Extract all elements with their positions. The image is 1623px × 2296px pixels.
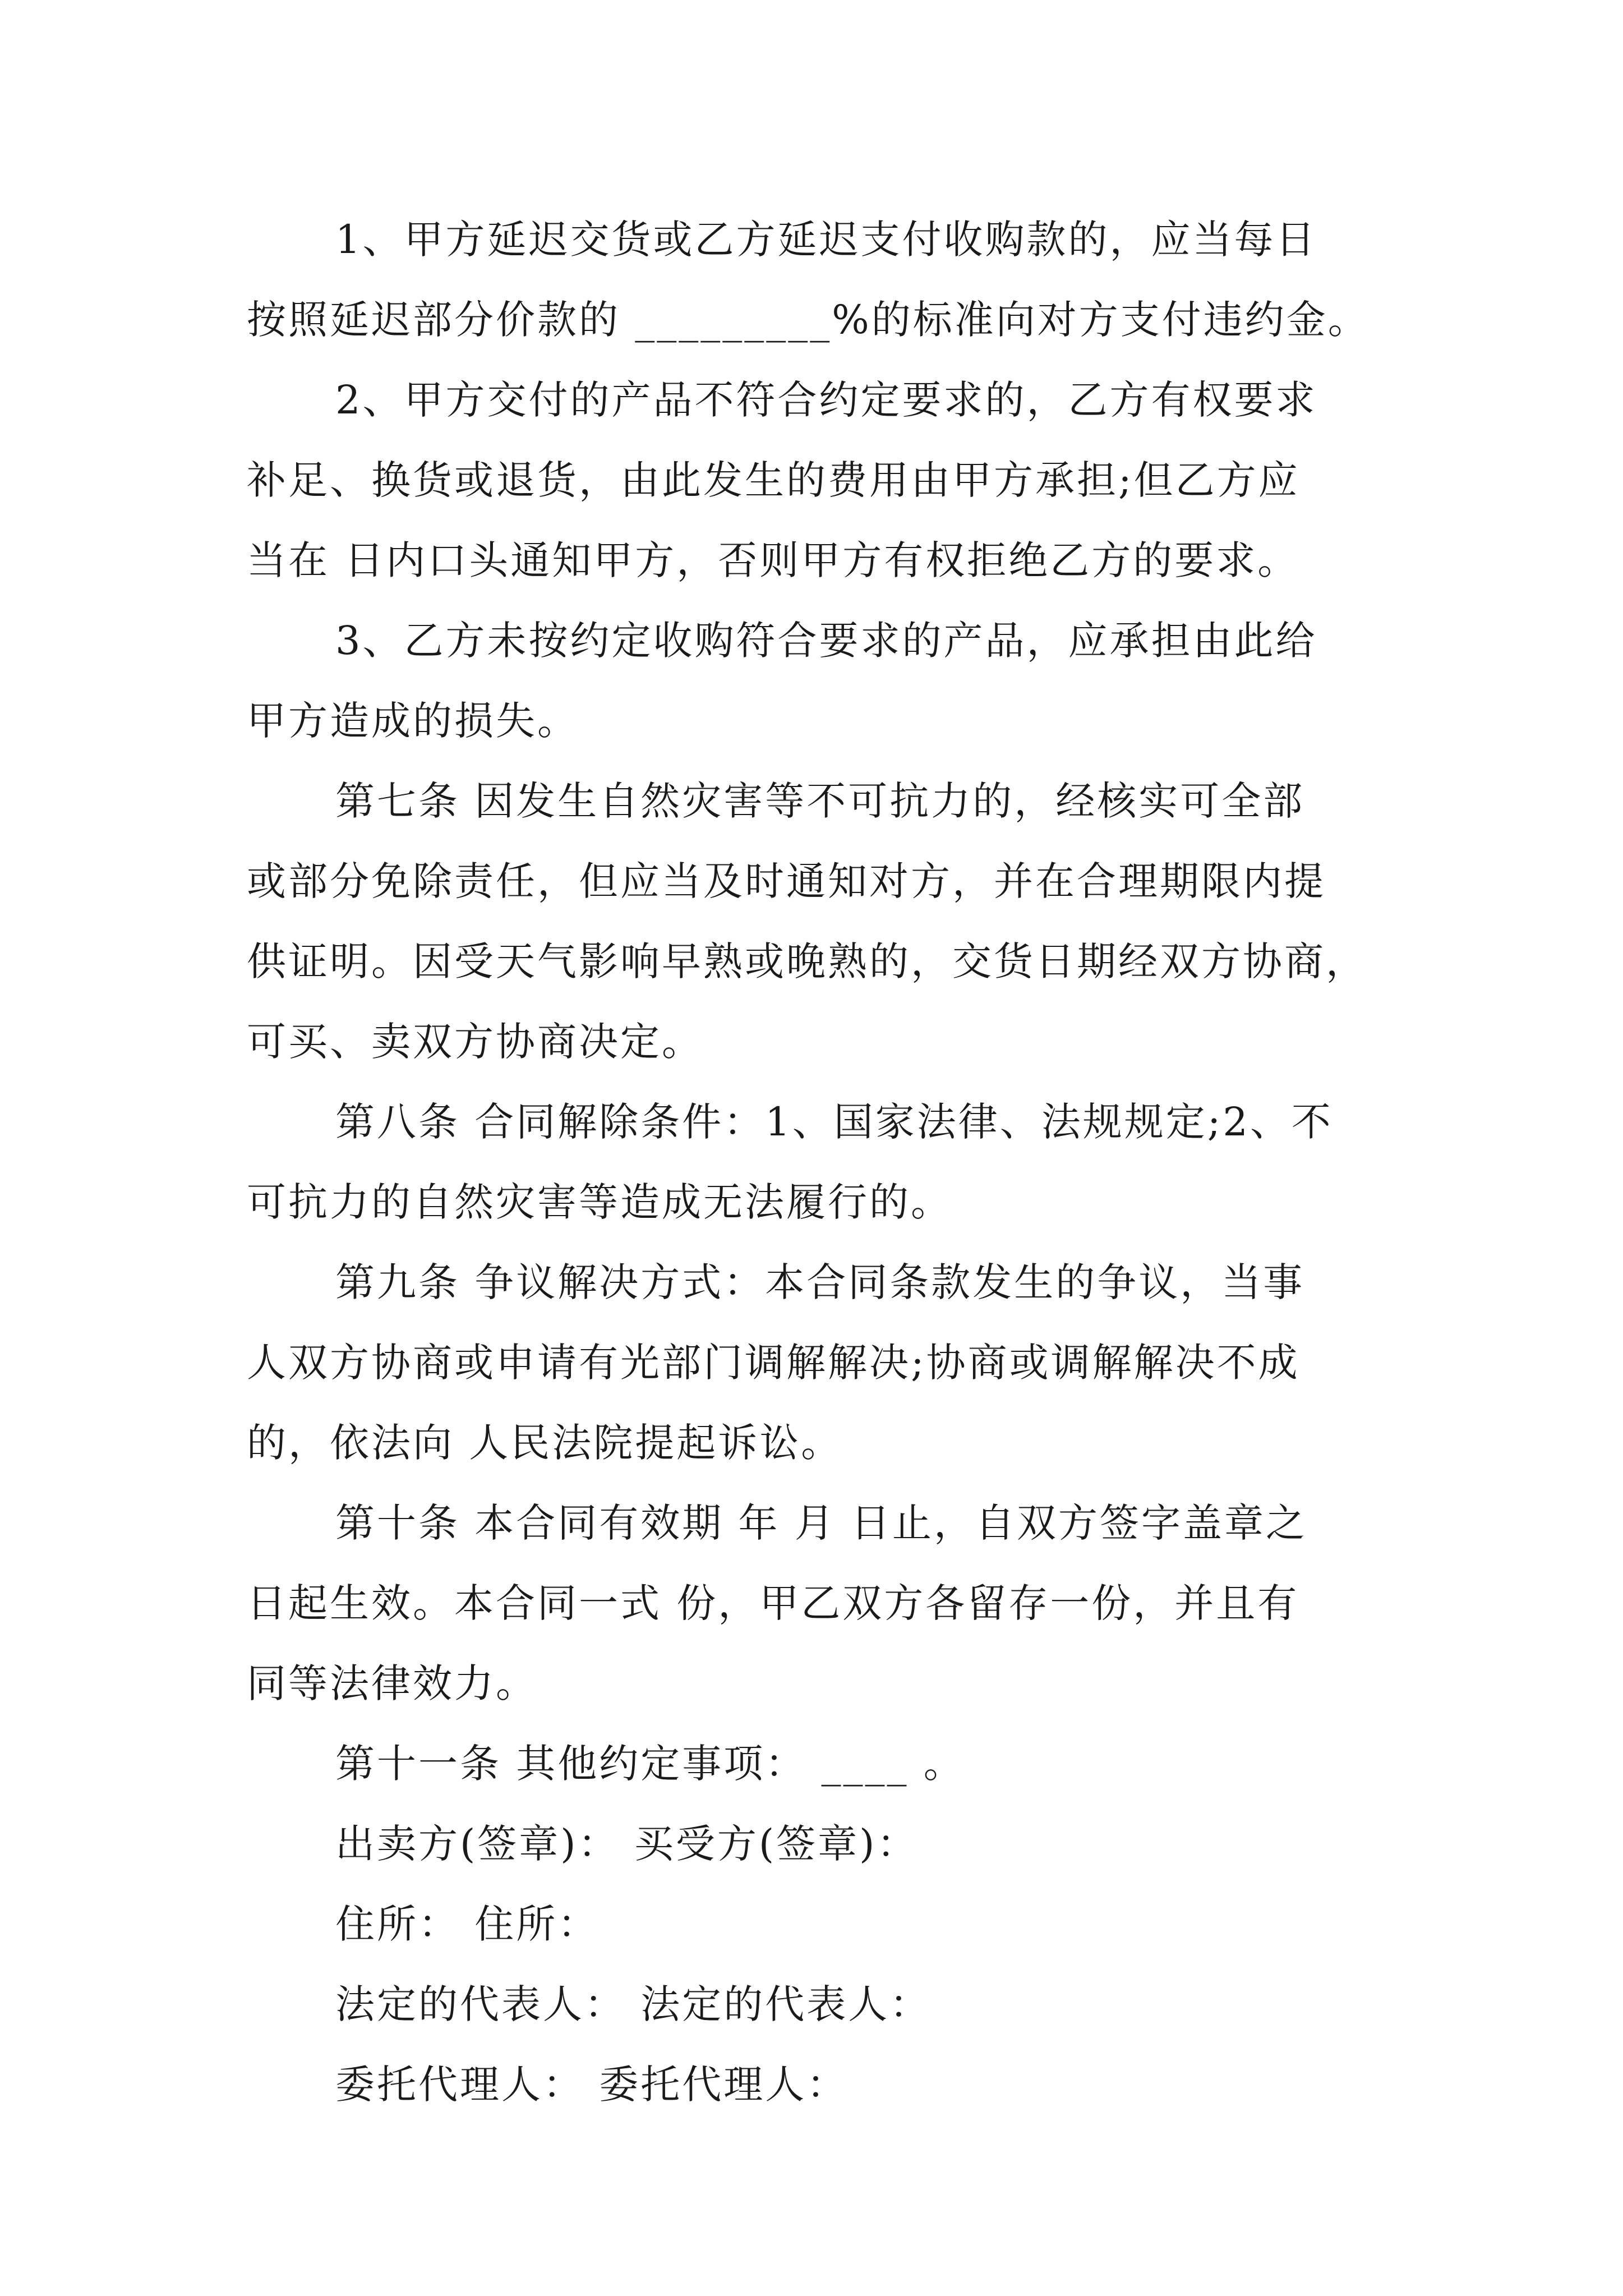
text-line: 1、甲方延迟交货或乙方延迟支付收购款的，应当每日: [335, 217, 1317, 263]
text-line: 第八条 合同解除条件：1、国家法律、法规规定;2、不: [335, 1099, 1333, 1145]
text-line: 补足、换货或退货，由此发生的费用由甲方承担;但乙方应: [247, 457, 1300, 503]
text-line: 可买、卖双方协商决定。: [247, 1019, 703, 1065]
text-line: 人双方协商或申请有光部门调解解决;协商或调解解决不成: [247, 1340, 1300, 1386]
text-line: 按照延迟部分价款的 _________%的标准向对方支付违约金。: [247, 297, 1370, 343]
text-line: 同等法律效力。: [247, 1660, 537, 1706]
text-line: 或部分免除责任，但应当及时通知对方，并在合理期限内提: [247, 858, 1326, 904]
text-line: 法定的代表人： 法定的代表人：: [335, 1981, 932, 2027]
text-line: 住所： 住所：: [335, 1901, 600, 1947]
text-line: 出卖方(签章)： 买受方(签章)：: [335, 1821, 919, 1867]
text-line: 第九条 争议解决方式：本合同条款发生的争议，当事: [335, 1259, 1305, 1305]
text-line: 第七条 因发生自然灾害等不可抗力的，经核实可全部: [335, 778, 1305, 824]
text-line: 委托代理人： 委托代理人：: [335, 2062, 849, 2108]
text-line: 的，依法向 人民法院提起诉讼。: [247, 1420, 843, 1466]
text-line: 可抗力的自然灾害等造成无法履行的。: [247, 1179, 952, 1225]
text-line: 2、甲方交付的产品不符合约定要求的，乙方有权要求: [335, 377, 1317, 423]
text-line: 3、乙方未按约定收购符合要求的产品，应承担由此给: [335, 618, 1317, 664]
text-line: 当在 日内口头通知甲方，否则甲方有权拒绝乙方的要求。: [247, 537, 1299, 583]
text-line: 甲方造成的损失。: [247, 698, 579, 744]
text-line: 供证明。因受天气影响早熟或晚熟的，交货日期经双方协商，: [247, 938, 1367, 984]
text-line: 日起生效。本合同一式 份，甲乙双方各留存一份，并且有: [247, 1580, 1299, 1626]
text-line: 第十条 本合同有效期 年 月 日止，自双方签字盖章之: [335, 1500, 1308, 1546]
text-line: 第十一条 其他约定事项： ____ 。: [335, 1741, 965, 1787]
